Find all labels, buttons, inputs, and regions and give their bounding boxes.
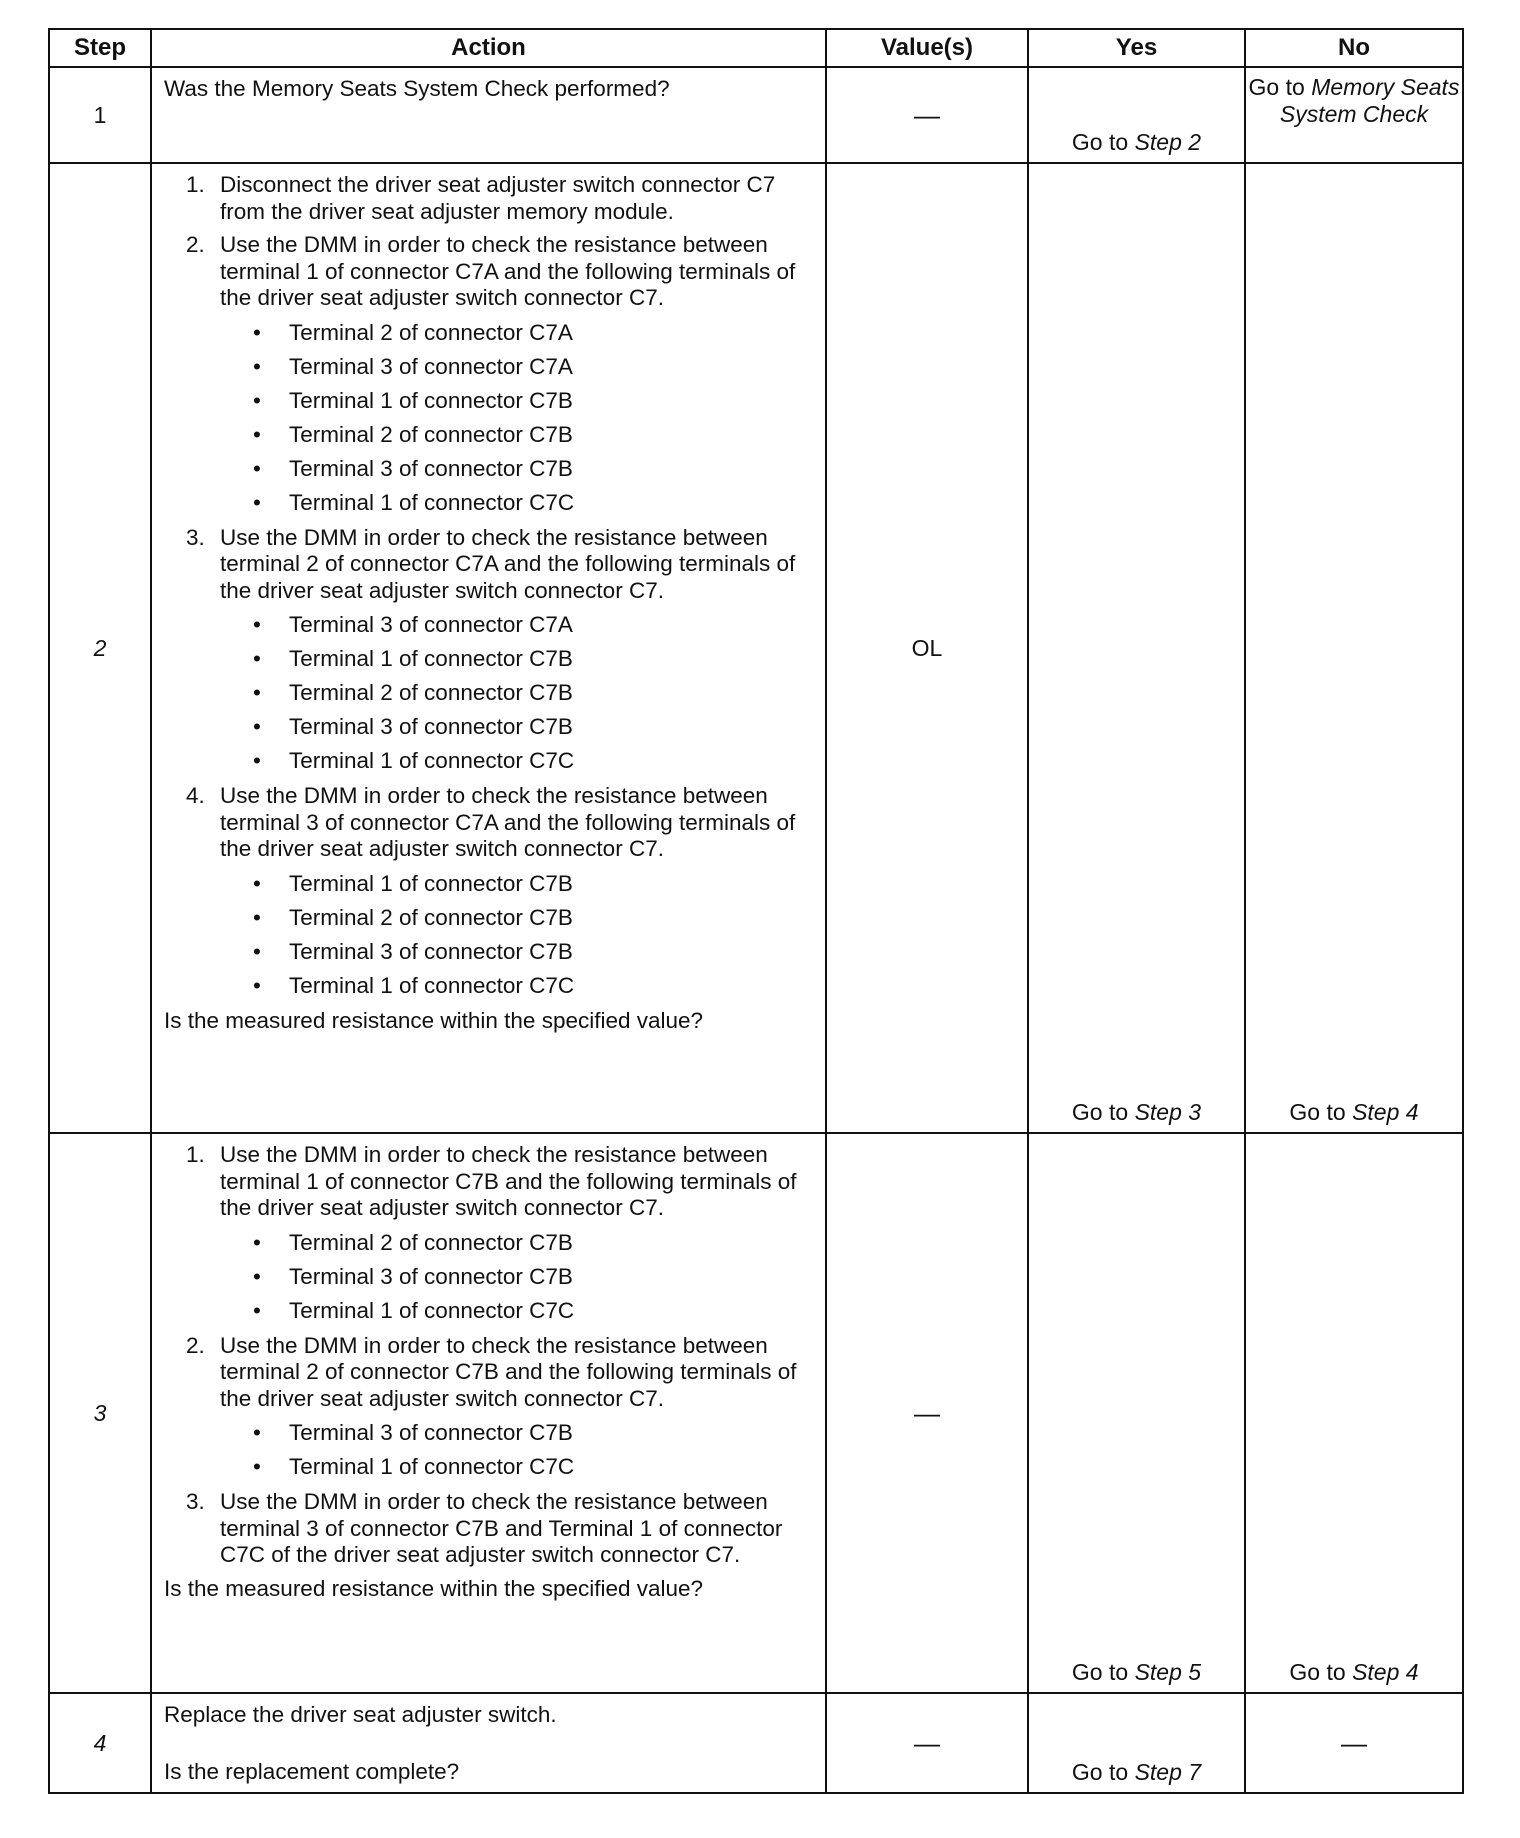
- header-action: Action: [151, 29, 826, 67]
- no-link[interactable]: Step 4: [1352, 1659, 1419, 1685]
- terminal-bullet: • Terminal 2 of connector C7A: [253, 318, 813, 348]
- header-no: No: [1245, 29, 1463, 67]
- value-cell: OL: [826, 163, 1028, 1133]
- step-item-text: Use the DMM in order to check the resistance between terminal 1 of connector C7B and the following terminals of the driver seat adjuster switch connector C7.: [220, 1142, 797, 1220]
- terminal-bullet: • Terminal 3 of connector C7A: [253, 610, 813, 640]
- no-cell: [1245, 1133, 1463, 1693]
- value-cell: —: [826, 1133, 1028, 1693]
- go-to-label: Go to: [1071, 1099, 1129, 1125]
- table-row-step-3: [49, 1133, 1463, 1693]
- action-question: Is the measured resistance within the specified value?: [164, 1007, 704, 1033]
- action-step-item: [164, 1142, 813, 1326]
- yes-cell: [1028, 163, 1245, 1133]
- action-step-item: [164, 232, 813, 518]
- terminal-bullet: • Terminal 1 of connector C7B: [253, 386, 813, 416]
- step-item-text: Use the DMM in order to check the resistance between terminal 2 of connector C7B and the following terminals of the driver seat adjuster switch connector C7.: [220, 1332, 797, 1411]
- terminal-list: [220, 610, 813, 776]
- step-item-text: Use the DMM in order to check the resistance between terminal 3 of connector C7A and the following terminals of the driver seat adjuster switch connector C7.: [220, 783, 796, 861]
- terminal-bullet: • Terminal 3 of connector C7B: [253, 937, 813, 967]
- action-step-item: [164, 525, 813, 777]
- action-cell: [151, 1133, 826, 1693]
- action-step-item: [164, 783, 813, 1001]
- step-number: 1: [49, 67, 151, 163]
- action-cell: [151, 67, 826, 163]
- terminal-bullet: • Terminal 2 of connector C7B: [253, 420, 813, 450]
- action-step-item: [164, 1333, 813, 1483]
- terminal-list: [220, 1418, 813, 1482]
- terminal-bullet: • Terminal 1 of connector C7C: [253, 1452, 813, 1482]
- table-row-step-2: [49, 163, 1463, 1133]
- terminal-bullet: • Terminal 3 of connector C7B: [253, 454, 813, 484]
- step-number: 4: [49, 1693, 151, 1793]
- step-item-text: Use the DMM in order to check the resistance between terminal 2 of connector C7A and the following terminals of the driver seat adjuster switch connector C7.: [220, 524, 796, 603]
- action-step-item: [164, 172, 813, 225]
- terminal-list: [220, 869, 813, 1001]
- header-yes: Yes: [1028, 29, 1245, 67]
- step-number: 3: [49, 1133, 151, 1693]
- table-row-step-4: [49, 1693, 1463, 1793]
- step-item-number: 2.: [186, 1332, 205, 1358]
- yes-cell: [1028, 1693, 1245, 1793]
- terminal-bullet: • Terminal 1 of connector C7C: [253, 488, 813, 518]
- action-cell: [151, 1693, 826, 1793]
- terminal-bullet: • Terminal 3 of connector C7B: [253, 1418, 813, 1448]
- value-cell: —: [826, 67, 1028, 163]
- yes-link[interactable]: Step 2: [1134, 129, 1202, 155]
- diagnostic-table: [48, 28, 1464, 1794]
- action-step-item: [164, 1489, 813, 1569]
- step-item-number: 2.: [186, 232, 205, 257]
- step-item-number: 3.: [186, 524, 205, 550]
- terminal-bullet: • Terminal 1 of connector C7C: [253, 746, 813, 776]
- header-row: [49, 29, 1463, 67]
- action-steps-list: [164, 172, 813, 1001]
- action-cell: [151, 163, 826, 1133]
- go-to-label: Go to: [1289, 1099, 1346, 1125]
- step-item-text: Use the DMM in order to check the resistance between terminal 1 of connector C7A and the following terminals of the driver seat adjuster switch connector C7.: [220, 232, 796, 310]
- terminal-bullet: • Terminal 1 of connector C7C: [253, 1296, 813, 1326]
- action-steps-list: [164, 1142, 813, 1569]
- terminal-bullet: • Terminal 1 of connector C7B: [253, 644, 813, 674]
- action-question: Is the replacement complete?: [164, 1758, 460, 1784]
- go-to-label: Go to: [1248, 74, 1305, 100]
- value-cell: —: [826, 1693, 1028, 1793]
- step-item-text: Disconnect the driver seat adjuster switch connector C7 from the driver seat adjuster memory module.: [220, 172, 776, 224]
- terminal-list: [220, 1228, 813, 1326]
- step-number: 2: [49, 163, 151, 1133]
- terminal-bullet: • Terminal 2 of connector C7B: [253, 678, 813, 708]
- terminal-bullet: • Terminal 1 of connector C7B: [253, 869, 813, 899]
- go-to-label: Go to: [1071, 1759, 1129, 1785]
- action-question: Was the Memory Seats System Check performed?: [164, 76, 670, 101]
- terminal-bullet: • Terminal 2 of connector C7B: [253, 903, 813, 933]
- step-item-number: 1.: [186, 1142, 205, 1167]
- step-item-text: Use the DMM in order to check the resistance between terminal 3 of connector C7B and Terminal 1 of connector C7C of the driver seat adjuster switch connector C7.: [220, 1489, 783, 1567]
- step-item-number: 1.: [186, 172, 205, 197]
- terminal-bullet: • Terminal 1 of connector C7C: [253, 971, 813, 1001]
- action-question: Is the measured resistance within the specified value?: [164, 1575, 704, 1601]
- go-to-label: Go to: [1071, 1659, 1129, 1685]
- yes-link[interactable]: Step 3: [1134, 1099, 1202, 1125]
- terminal-bullet: • Terminal 2 of connector C7B: [253, 1228, 813, 1258]
- yes-link[interactable]: Step 7: [1134, 1759, 1202, 1785]
- step-item-number: 4.: [186, 783, 205, 808]
- terminal-list: [220, 318, 813, 518]
- no-cell: [1245, 163, 1463, 1133]
- yes-cell: [1028, 67, 1245, 163]
- no-link[interactable]: Step 4: [1352, 1099, 1419, 1125]
- terminal-bullet: • Terminal 3 of connector C7B: [253, 1262, 813, 1292]
- step-item-number: 3.: [186, 1489, 205, 1514]
- table-row-step-1: [49, 67, 1463, 163]
- header-values: Value(s): [826, 29, 1028, 67]
- go-to-label: Go to: [1071, 129, 1129, 155]
- yes-link[interactable]: Step 5: [1134, 1659, 1202, 1685]
- yes-cell: [1028, 1133, 1245, 1693]
- go-to-label: Go to: [1289, 1659, 1346, 1685]
- no-cell: [1245, 67, 1463, 163]
- header-step: Step: [49, 29, 151, 67]
- no-link[interactable]: Memory Seats System Check: [1279, 74, 1460, 127]
- action-instruction: Replace the driver seat adjuster switch.: [164, 1702, 557, 1727]
- terminal-bullet: • Terminal 3 of connector C7B: [253, 712, 813, 742]
- no-cell: —: [1245, 1693, 1463, 1793]
- terminal-bullet: • Terminal 3 of connector C7A: [253, 352, 813, 382]
